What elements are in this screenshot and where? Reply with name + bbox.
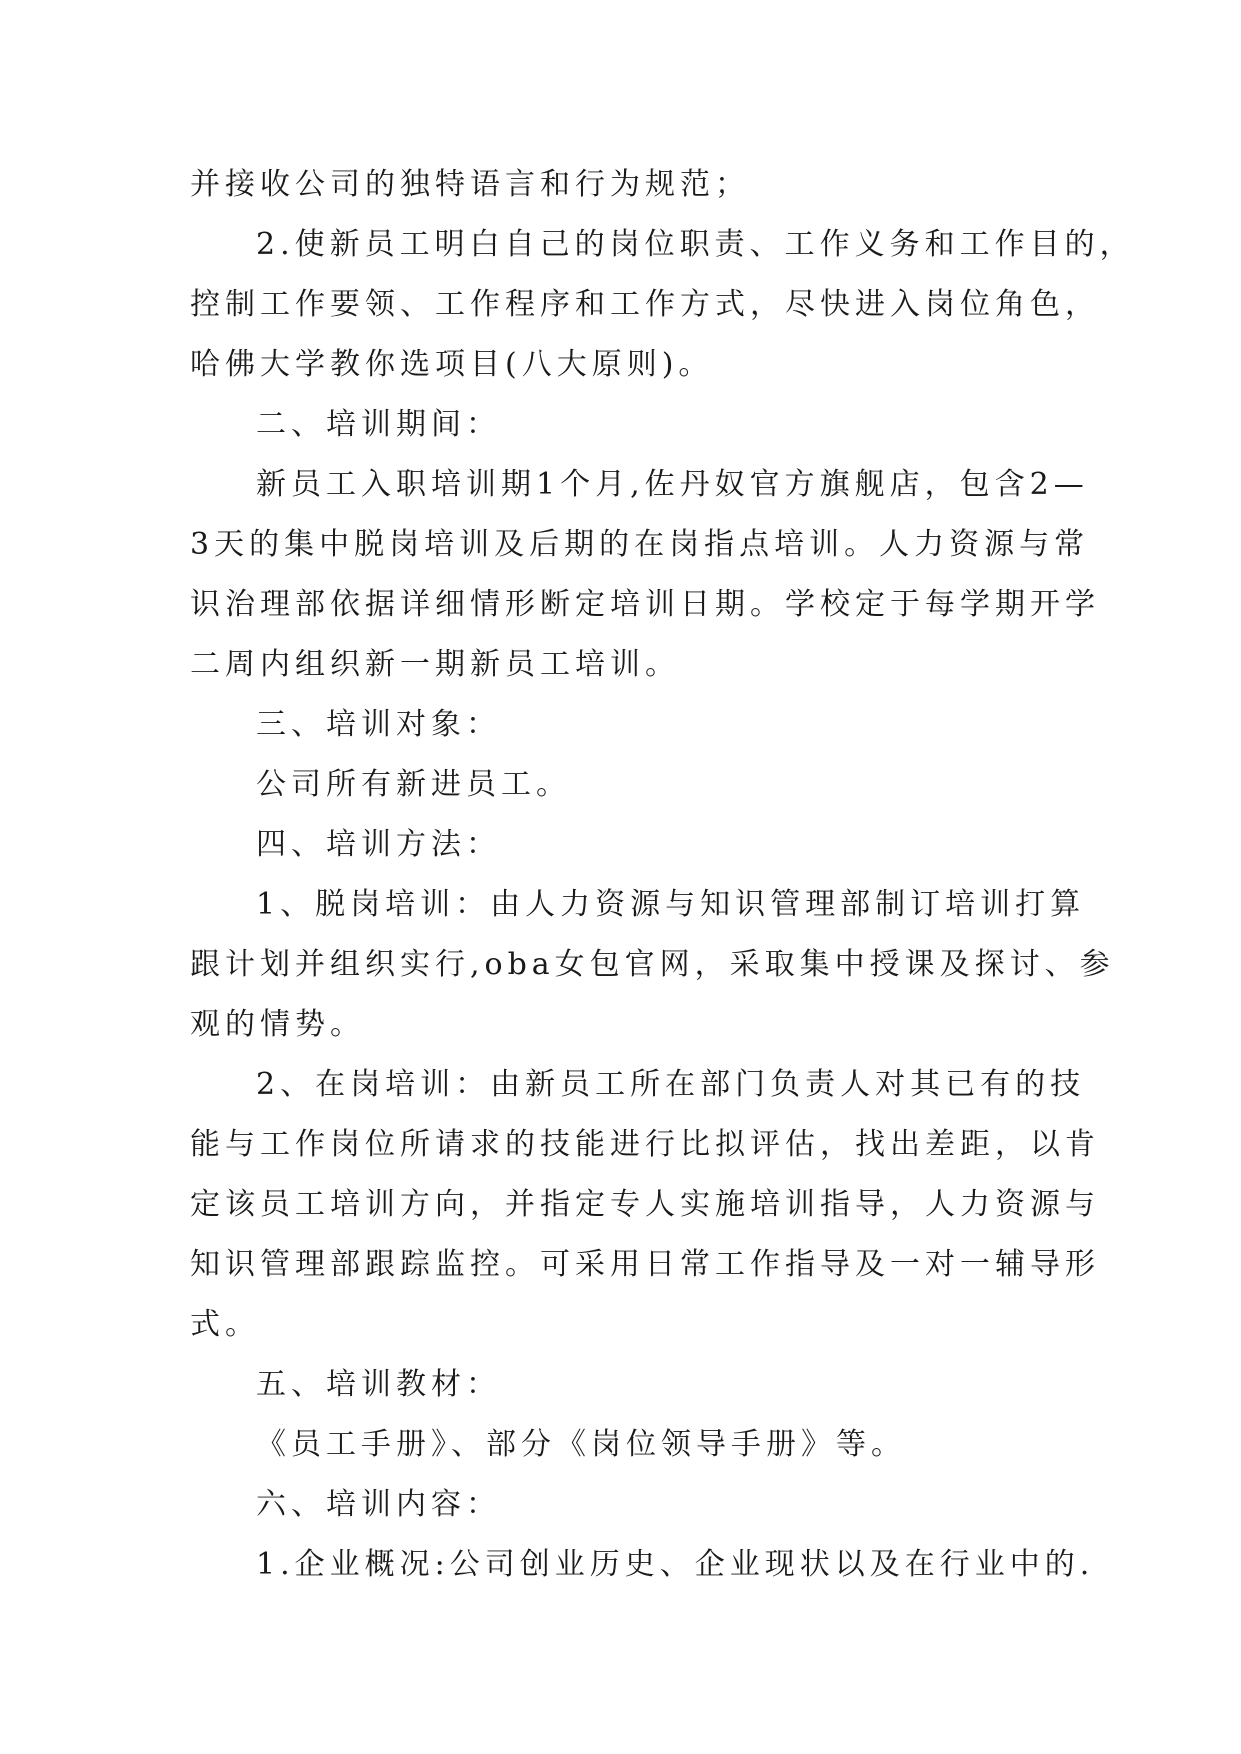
text-line: 能与工作岗位所请求的技能进行比拟评估，找出差距，以肯 <box>190 1127 1100 1162</box>
text-line: 3天的集中脱岗培训及后期的在岗指点培训。人力资源与常 <box>190 527 1090 562</box>
section-heading: 三、培训对象： <box>256 707 501 742</box>
section-heading: 四、培训方法： <box>256 827 501 862</box>
text-line: 并接收公司的独特语言和行为规范； <box>190 167 750 202</box>
text-line: 跟计划并组织实行,oba女包官网，采取集中授课及探讨、参 <box>190 947 1115 982</box>
text-line: 1、脱岗培训：由人力资源与知识管理部制订培训打算 <box>256 887 1086 922</box>
text-line: 1.企业概况:公司创业历史、企业现状以及在行业中的. <box>256 1547 1095 1582</box>
section-heading: 二、培训期间： <box>256 407 501 442</box>
text-line: 控制工作要领、工作程序和工作方式，尽快进入岗位角色， <box>190 287 1100 322</box>
text-line: 新员工入职培训期1个月,佐丹奴官方旗舰店，包含2— <box>256 467 1089 502</box>
text-line: 知识管理部跟踪监控。可采用日常工作指导及一对一辅导形 <box>190 1247 1100 1282</box>
text-line: 哈佛大学教你选项目(八大原则)。 <box>190 347 714 382</box>
text-line: 二周内组织新一期新员工培训。 <box>190 647 680 682</box>
section-heading: 六、培训内容： <box>256 1487 501 1522</box>
document-body <box>190 155 1135 1595</box>
section-heading: 五、培训教材： <box>256 1367 501 1402</box>
text-line: 公司所有新进员工。 <box>256 767 571 802</box>
text-line: 2、在岗培训：由新员工所在部门负责人对其已有的技 <box>256 1067 1086 1102</box>
text-line: 定该员工培训方向，并指定专人实施培训指导，人力资源与 <box>190 1187 1100 1222</box>
text-line: 《员工手册》、部分《岗位领导手册》等。 <box>256 1427 906 1462</box>
text-line: 识治理部依据详细情形断定培训日期。学校定于每学期开学 <box>190 587 1100 622</box>
text-line: 式。 <box>190 1307 260 1342</box>
text-line: 观的情势。 <box>190 1007 365 1042</box>
text-line: 2.使新员工明白自己的岗位职责、工作义务和工作目的， <box>256 227 1135 262</box>
